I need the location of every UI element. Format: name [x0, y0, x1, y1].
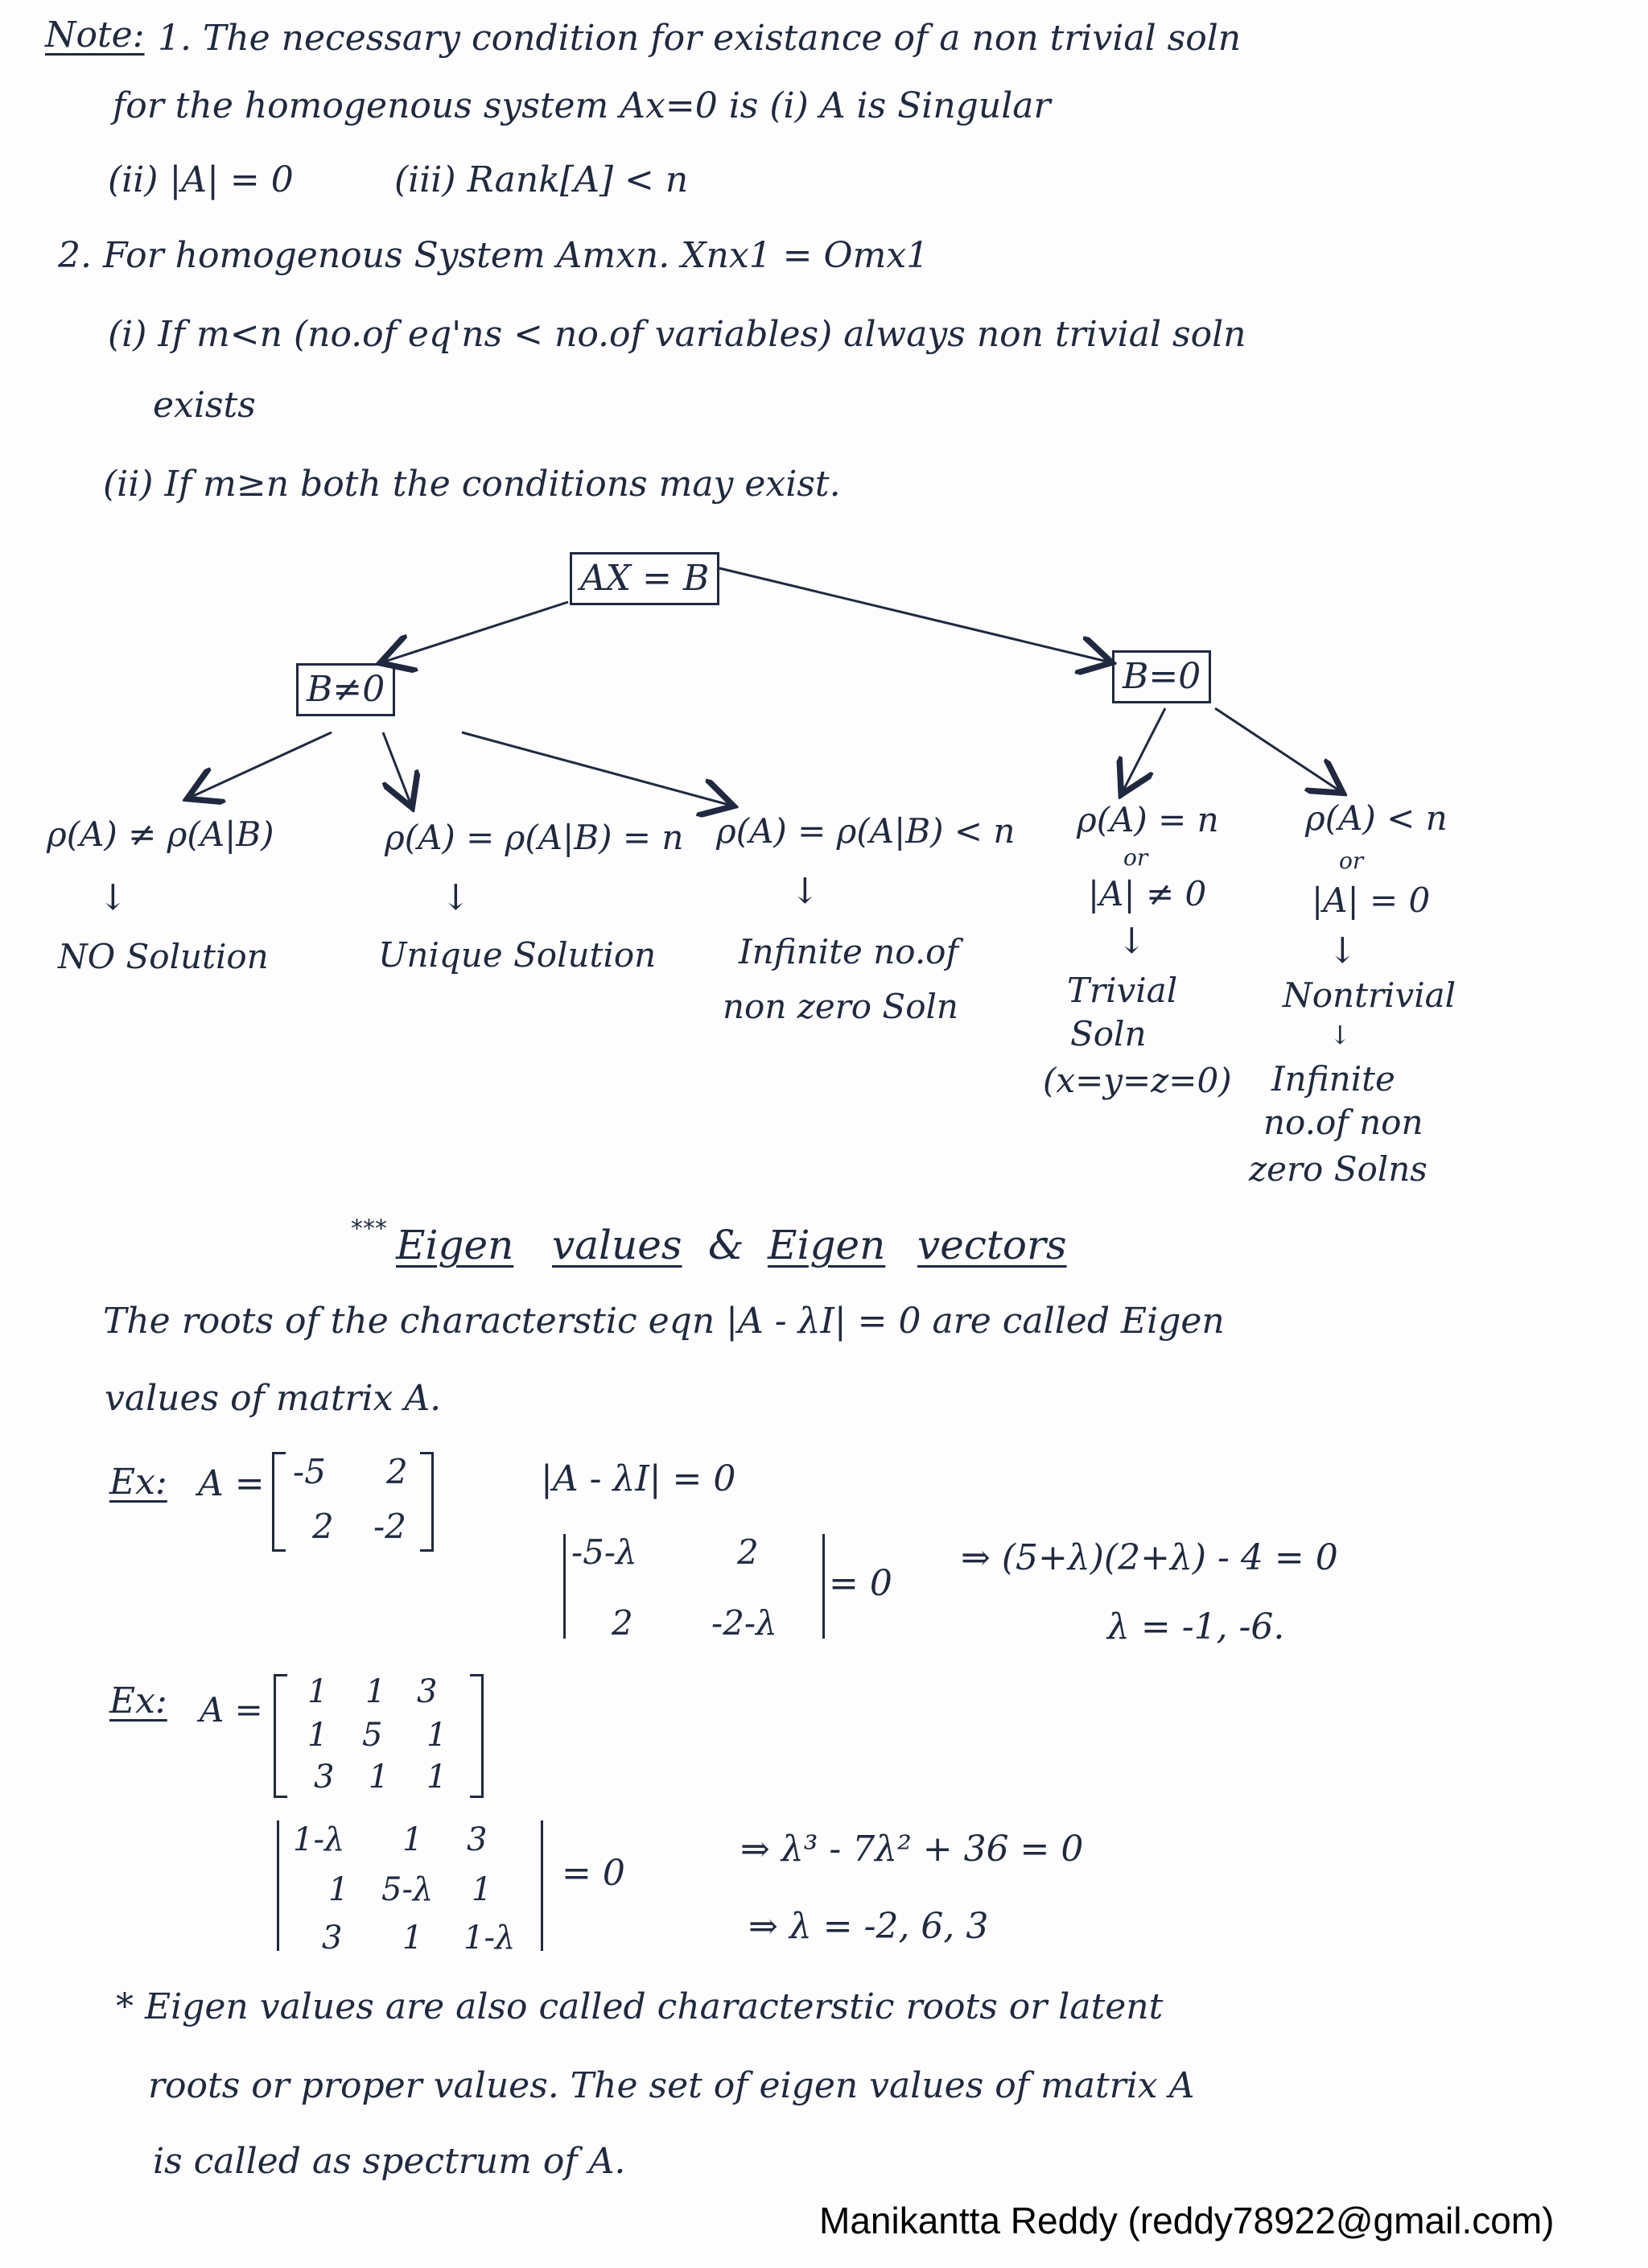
- case-5-arrow-2: ↓: [1329, 1020, 1351, 1050]
- note-line-7: (ii) If m≥n both the conditions may exist.: [103, 464, 841, 505]
- ex2-m-22: 5: [362, 1717, 383, 1754]
- case-1-arrow: ↓: [98, 877, 128, 918]
- ex1-m-22: -2: [373, 1507, 406, 1546]
- case-4-or: or: [1123, 844, 1148, 871]
- author-footer: Manikantta Reddy (reddy78922@gmail.com): [819, 2200, 1555, 2241]
- case-5-condition-c: |A| = 0: [1312, 880, 1431, 920]
- case-4-arrow: ↓: [1117, 921, 1147, 962]
- case-5-arrow: ↓: [1328, 930, 1358, 971]
- ex2-m-11: 1: [307, 1673, 328, 1710]
- ex2-d-11: 1-λ: [293, 1821, 345, 1858]
- ex1-d-12: 2: [737, 1532, 759, 1572]
- ex2-d-13: 3: [467, 1821, 488, 1858]
- ex1-det-bar-right: [822, 1534, 825, 1639]
- case-5-condition-a: ρ(A) < n: [1305, 798, 1448, 838]
- ex2-det-bar-left: [277, 1821, 279, 1951]
- ex1-m-21: 2: [312, 1507, 334, 1546]
- case-3-arrow: ↓: [790, 871, 820, 912]
- ex1-characteristic-eq: |A - λI| = 0: [541, 1458, 736, 1499]
- case-4-result-2: Soln: [1070, 1014, 1147, 1054]
- example-1-label: Ex:: [109, 1462, 167, 1503]
- ex1-m-11: -5: [293, 1452, 326, 1491]
- tree-right-box: B=0: [1112, 650, 1211, 703]
- case-5-result-3: no.of non: [1263, 1103, 1423, 1142]
- ex1-m-12: 2: [386, 1452, 408, 1491]
- ex1-equals-zero: = 0: [829, 1563, 892, 1604]
- case-2-result: Unique Solution: [378, 935, 657, 975]
- case-4-result-1: Trivial: [1067, 971, 1178, 1010]
- ex1-result-2: λ = -1, -6.: [1107, 1606, 1285, 1647]
- case-3-result-1: Infinite no.of: [739, 932, 958, 971]
- note-line-6: exists: [153, 385, 256, 426]
- case-3-result-2: non zero Soln: [723, 987, 958, 1026]
- case-2-condition: ρ(A) = ρ(A|B) = n: [385, 818, 684, 857]
- eigen-definition-2: values of matrix A.: [105, 1378, 442, 1419]
- ex2-d-33: 1-λ: [464, 1920, 516, 1957]
- eigen-definition-1: The roots of the characterstic eqn |A - λI| = 0 are called Eigen: [103, 1301, 1225, 1342]
- note-line-3a: (ii) |A| = 0: [108, 159, 294, 200]
- note-line-5: (i) If m<n (no.of eq'ns < no.of variables) always non trivial soln: [108, 314, 1246, 355]
- ex1-d-22: -2-λ: [711, 1603, 777, 1643]
- ex2-d-12: 1: [402, 1821, 423, 1858]
- note-line-4: 2. For homogenous System Amxn. Xnx1 = Omx1: [58, 235, 929, 276]
- ex2-d-22: 5-λ: [381, 1871, 434, 1908]
- example-2-label: Ex:: [109, 1680, 167, 1722]
- note-label: Note:: [45, 14, 145, 56]
- case-4-condition-c: |A| ≠ 0: [1088, 874, 1207, 913]
- heading-values: values: [552, 1222, 682, 1268]
- case-5-or: or: [1339, 847, 1364, 874]
- case-5-result-1: Nontrivial: [1283, 975, 1456, 1015]
- ex2-d-23: 1: [472, 1871, 492, 1908]
- case-2-arrow: ↓: [441, 877, 471, 918]
- ex2-equals-zero: = 0: [562, 1853, 625, 1894]
- note-line-2: for the homogenous system Ax=0 is (i) A is Singular: [113, 85, 1051, 126]
- ex1-matrix-bracket-right: [420, 1452, 434, 1552]
- case-4-result-3: (x=y=z=0): [1043, 1061, 1232, 1100]
- case-3-condition: ρ(A) = ρ(A|B) < n: [716, 811, 1016, 851]
- ex2-m-21: 1: [307, 1717, 328, 1754]
- example-1-lhs: A =: [198, 1463, 265, 1504]
- case-1-condition: ρ(A) ≠ ρ(A|B): [47, 814, 274, 854]
- heading-eigen-2: Eigen: [768, 1222, 886, 1268]
- ex2-matrix-bracket-right: [470, 1674, 484, 1798]
- case-5-result-4: zero Solns: [1249, 1149, 1428, 1189]
- heading-ampersand: &: [708, 1222, 744, 1268]
- ex2-det-bar-right: [541, 1821, 543, 1951]
- ex1-d-21: 2: [612, 1603, 633, 1643]
- ex2-d-32: 1: [402, 1920, 423, 1957]
- case-4-condition-a: ρ(A) = n: [1077, 800, 1219, 839]
- ex2-m-33: 1: [426, 1759, 447, 1796]
- ex2-m-31: 3: [314, 1759, 335, 1796]
- case-5-result-2: Infinite: [1271, 1059, 1395, 1099]
- heading-stars: ⁎⁎⁎: [351, 1207, 387, 1235]
- heading-vectors: vectors: [917, 1222, 1067, 1268]
- ex1-det-bar-left: [563, 1534, 566, 1639]
- ex2-d-31: 3: [322, 1920, 343, 1957]
- tree-root-box: AX = B: [570, 552, 719, 605]
- ex2-m-23: 1: [426, 1717, 447, 1754]
- ex2-result-1: ⇒ λ³ - 7λ² + 36 = 0: [740, 1829, 1084, 1870]
- ex1-matrix-bracket-left: [272, 1452, 286, 1552]
- example-2-lhs: A =: [200, 1690, 263, 1730]
- ex2-m-32: 1: [369, 1759, 389, 1796]
- ex1-d-11: -5-λ: [571, 1532, 637, 1572]
- eigen-note-2: roots or proper values. The set of eigen values of matrix A: [148, 2065, 1195, 2106]
- eigen-note-1: * Eigen values are also called characterstic roots or latent: [116, 1986, 1164, 2027]
- ex2-result-2: ⇒ λ = -2, 6, 3: [748, 1906, 989, 1947]
- ex1-result-1: ⇒ (5+λ)(2+λ) - 4 = 0: [961, 1537, 1338, 1578]
- ex2-m-12: 1: [365, 1673, 386, 1710]
- case-1-result: NO Solution: [58, 937, 269, 976]
- note-line-1: 1. The necessary condition for existance of a non trivial soln: [158, 18, 1242, 59]
- heading-eigen-1: Eigen: [396, 1222, 514, 1268]
- ex2-matrix-bracket-left: [274, 1674, 287, 1798]
- ex2-m-13: 3: [417, 1673, 438, 1710]
- tree-left-box: B≠0: [296, 663, 395, 716]
- ex2-d-21: 1: [328, 1871, 349, 1908]
- note-line-3b: (iii) Rank[A] < n: [394, 159, 689, 200]
- eigen-note-3: is called as spectrum of A.: [153, 2141, 626, 2182]
